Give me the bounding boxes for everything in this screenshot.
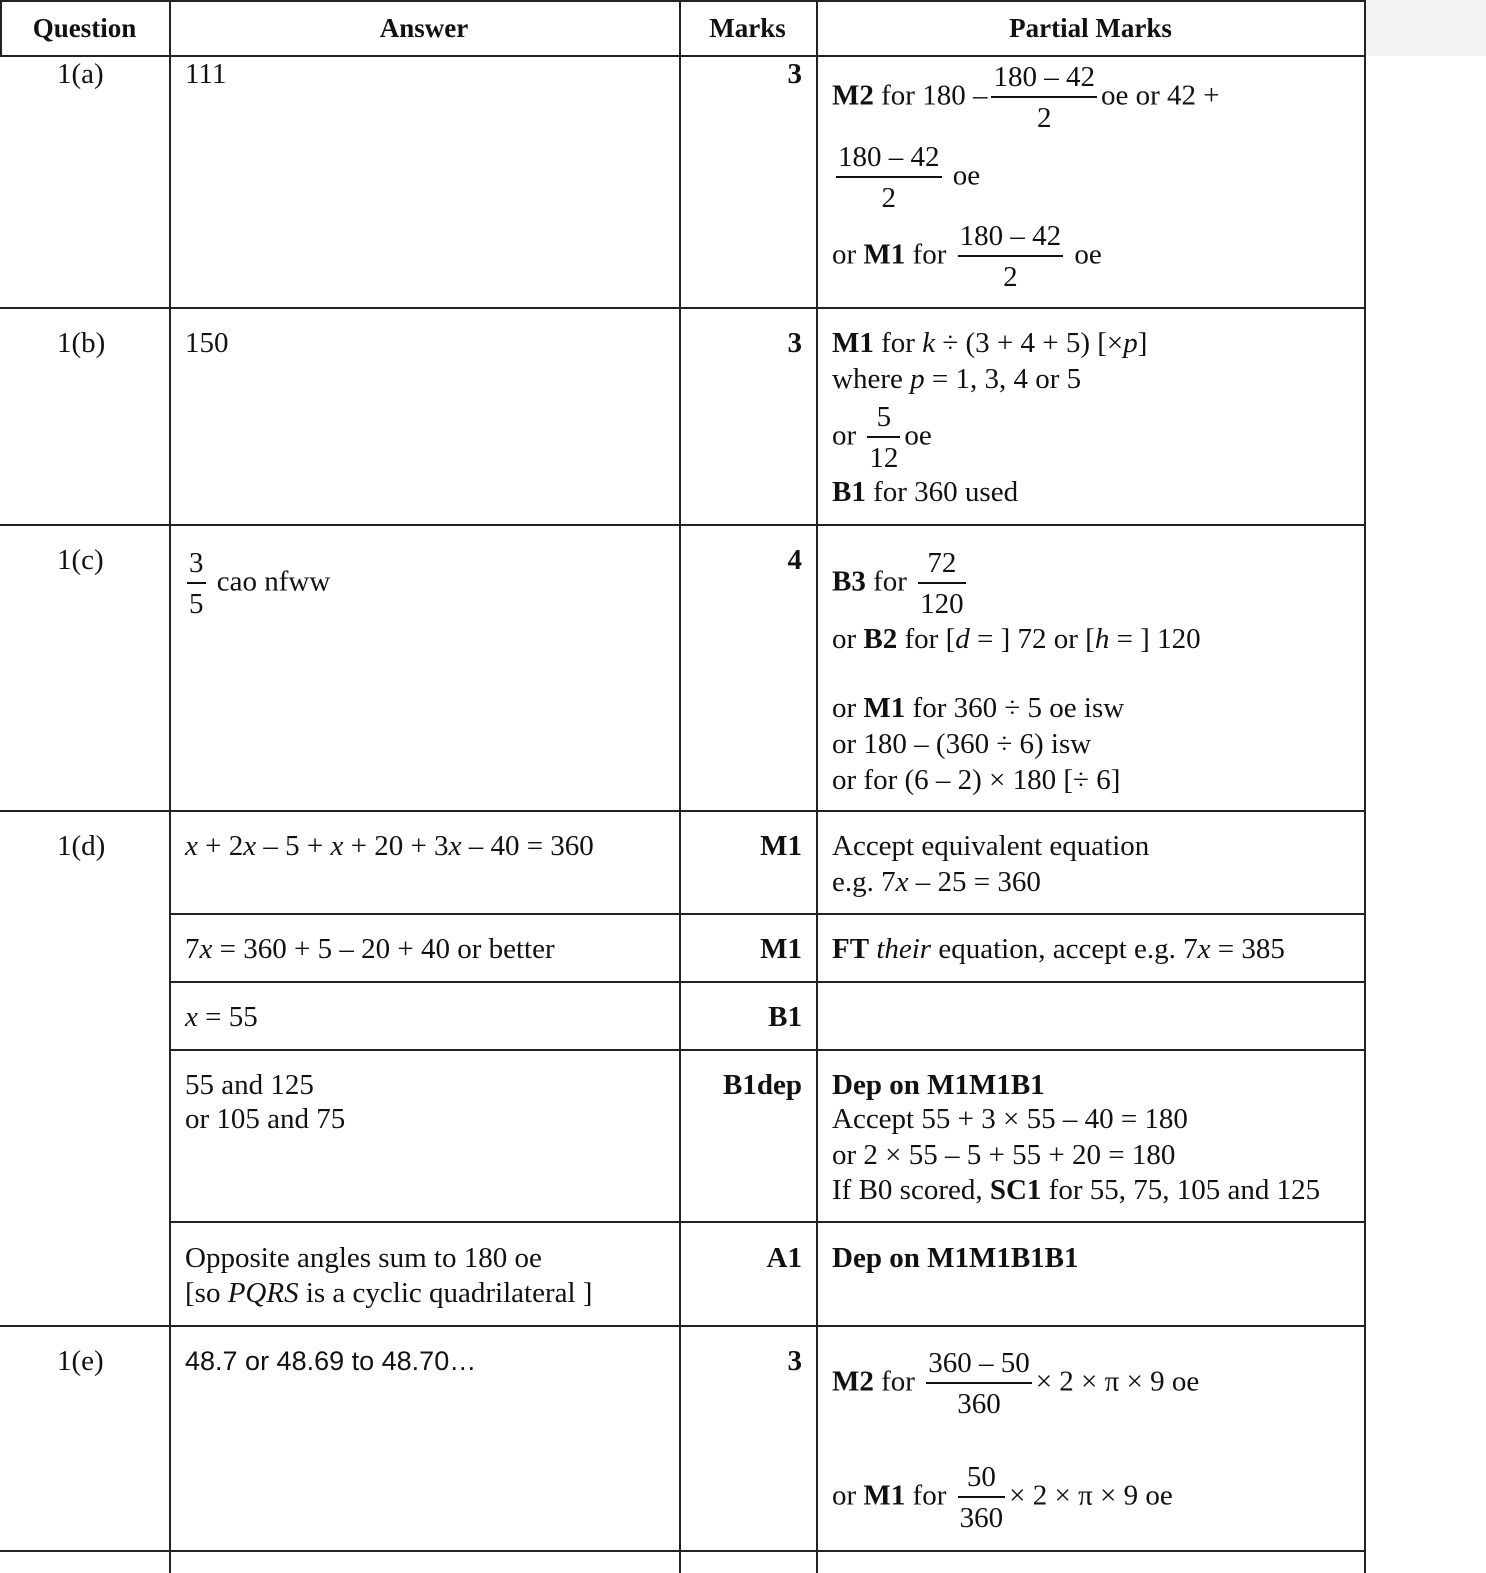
variable: x xyxy=(199,933,213,965)
text: for 360 used xyxy=(865,476,1019,508)
fraction-denominator: 360 xyxy=(958,1496,1006,1538)
marks-value: B1 xyxy=(768,1001,802,1033)
partial-mark-line xyxy=(832,544,970,624)
fraction-numerator: 5 xyxy=(876,401,892,433)
partial-mark-line xyxy=(832,864,1041,900)
fraction xyxy=(836,138,942,218)
grid-line xyxy=(1364,0,1366,1573)
fraction-denominator: 2 xyxy=(836,176,942,218)
answer-text: Opposite angles sum to 180 oe xyxy=(185,1242,542,1274)
partial-mark-line: Accept 55 + 3 × 55 – 40 = 180 xyxy=(832,1103,1188,1135)
text: for xyxy=(905,1479,954,1512)
fraction xyxy=(926,1344,1032,1424)
text: = 1, 3, 4 or 5 xyxy=(924,363,1082,395)
text: cao nfww xyxy=(216,565,331,598)
text: × 2 × π × 9 oe xyxy=(1009,1479,1173,1512)
text: for [ xyxy=(897,623,956,655)
grid-line xyxy=(0,0,2,56)
fraction-numerator: 180 – 42 xyxy=(959,220,1062,252)
text: [so xyxy=(185,1277,228,1309)
header-partial-marks: Partial Marks xyxy=(816,0,1365,56)
text: = 55 xyxy=(197,1001,258,1033)
text: + 2 xyxy=(197,830,244,862)
text: ] xyxy=(1137,327,1148,359)
text: e.g. 7 xyxy=(832,866,896,898)
answer-text xyxy=(185,1275,592,1311)
marks-value: 3 xyxy=(787,327,802,359)
text: or xyxy=(832,692,864,724)
fraction-numerator: 72 xyxy=(927,547,957,579)
answer-text: 48.7 or 48.69 to 48.70… xyxy=(185,1346,477,1376)
fraction xyxy=(991,58,1097,138)
text: + 20 + 3 xyxy=(343,830,449,862)
text: for xyxy=(873,1365,923,1398)
fraction-numerator: 180 – 42 xyxy=(993,61,1095,93)
fraction-denominator: 360 xyxy=(926,1382,1032,1424)
partial-mark-line xyxy=(832,474,1018,510)
partial-mark-line xyxy=(832,217,1102,297)
variable: x xyxy=(448,830,462,862)
text: or xyxy=(832,1479,864,1512)
text: for 180 – xyxy=(873,79,988,112)
partial-mark-line xyxy=(832,931,1285,967)
text: 7 xyxy=(185,933,200,965)
mark-code: M1 xyxy=(832,327,874,359)
text: oe xyxy=(904,419,932,452)
text: where xyxy=(832,363,911,395)
variable: p xyxy=(1123,327,1138,359)
partial-mark-line: Dep on M1M1B1B1 xyxy=(832,1242,1079,1274)
answer-text: 55 and 125 xyxy=(185,1069,314,1101)
marks-value: 3 xyxy=(787,58,802,90)
grid-line xyxy=(0,1325,1365,1327)
text: or xyxy=(832,623,864,655)
partial-mark-line xyxy=(832,1172,1320,1208)
partial-mark-line: Dep on M1M1B1 xyxy=(832,1069,1045,1101)
fraction-numerator: 3 xyxy=(189,547,204,579)
variable: x xyxy=(185,830,198,862)
text: – 25 = 360 xyxy=(908,866,1041,898)
mark-code: B1 xyxy=(832,476,866,508)
partial-mark-line xyxy=(832,138,980,218)
text: is a cyclic quadrilateral ] xyxy=(298,1277,593,1309)
variable: x xyxy=(1197,933,1211,965)
text: – 40 = 360 xyxy=(461,830,594,862)
text: = 385 xyxy=(1210,933,1285,965)
text: = ] 72 or [ xyxy=(969,623,1095,655)
marks-value: 4 xyxy=(787,544,802,576)
variable: h xyxy=(1094,623,1110,655)
grid-line xyxy=(0,307,1365,309)
fraction-denominator: 2 xyxy=(958,255,1064,297)
question-number: 1(a) xyxy=(57,58,104,90)
variable: x xyxy=(185,1001,198,1033)
text: ÷ (3 + 4 + 5) [× xyxy=(935,327,1124,359)
partial-mark-line: or for (6 – 2) × 180 [÷ 6] xyxy=(832,764,1121,796)
marks-value: A1 xyxy=(766,1242,802,1274)
variable: x xyxy=(895,866,909,898)
variable: k xyxy=(922,327,936,359)
variable: p xyxy=(910,363,925,395)
grid-line xyxy=(0,1550,1365,1552)
text: If B0 scored, xyxy=(832,1174,990,1206)
text: for 55, 75, 105 and 125 xyxy=(1041,1174,1321,1206)
text: oe or 42 + xyxy=(1100,79,1220,112)
mark-code: M1 xyxy=(863,1479,906,1512)
marks-value: 3 xyxy=(787,1345,802,1377)
grid-line xyxy=(679,0,681,1573)
text: – 5 + xyxy=(256,830,331,862)
answer-text xyxy=(185,931,555,967)
grid-line xyxy=(0,524,1365,526)
question-number: 1(d) xyxy=(57,830,106,862)
grid-line xyxy=(0,810,1365,812)
fraction-denominator: 5 xyxy=(187,582,206,624)
answer-text: 111 xyxy=(185,58,227,90)
fraction-denominator: 12 xyxy=(867,436,900,478)
partial-mark-line xyxy=(832,361,1081,397)
fraction xyxy=(187,544,206,624)
fraction-numerator: 50 xyxy=(966,1461,996,1493)
answer-text xyxy=(185,828,594,864)
header-question: Question xyxy=(0,0,169,56)
header-marks: Marks xyxy=(679,0,816,56)
partial-mark-line xyxy=(832,398,932,478)
header-answer: Answer xyxy=(169,0,679,56)
variable: x xyxy=(243,830,257,862)
text: for xyxy=(865,565,915,598)
mark-code: B2 xyxy=(863,623,898,655)
question-number: 1(e) xyxy=(57,1345,104,1377)
fraction xyxy=(958,1458,1006,1538)
question-number: 1(c) xyxy=(57,544,104,576)
marks-value: B1dep xyxy=(723,1069,802,1101)
grid-line xyxy=(169,0,171,1573)
partial-mark-line xyxy=(832,58,1220,138)
fraction-numerator: 360 – 50 xyxy=(928,1347,1030,1379)
answer-text xyxy=(185,999,258,1035)
text: oe xyxy=(945,159,981,192)
marks-value: M1 xyxy=(760,830,802,862)
grid-line xyxy=(816,0,818,1573)
text: for 360 ÷ 5 oe isw xyxy=(905,692,1125,724)
text: oe xyxy=(1067,238,1102,271)
question-number: 1(b) xyxy=(57,327,106,359)
partial-mark-line: Accept equivalent equation xyxy=(832,830,1150,862)
partial-mark-line: or 2 × 55 – 5 + 55 + 20 = 180 xyxy=(832,1139,1176,1171)
text: = 360 + 5 – 20 + 40 or better xyxy=(212,933,555,965)
fraction-denominator: 120 xyxy=(918,582,966,624)
text: for xyxy=(873,327,923,359)
text: = ] 120 xyxy=(1109,623,1201,655)
partial-mark-line xyxy=(832,1458,1173,1538)
answer-text: 150 xyxy=(185,327,229,359)
mark-code: M1 xyxy=(863,238,906,271)
text: equation, accept e.g. 7 xyxy=(931,933,1198,965)
text: their xyxy=(869,933,932,965)
text: × 2 × π × 9 oe xyxy=(1035,1365,1200,1398)
grid-line xyxy=(0,0,1365,2)
answer-text: or 105 and 75 xyxy=(185,1103,346,1135)
answer-text xyxy=(183,544,330,624)
partial-mark-line xyxy=(832,1344,1199,1424)
grid-line xyxy=(169,1221,1365,1223)
mark-code: M2 xyxy=(832,1365,874,1398)
partial-mark-line xyxy=(832,325,1147,361)
fraction xyxy=(918,544,966,624)
mark-code: B3 xyxy=(832,565,866,598)
mark-code: M2 xyxy=(832,79,874,112)
partial-mark-line xyxy=(832,690,1124,726)
partial-mark-line xyxy=(832,621,1201,657)
fraction-denominator: 2 xyxy=(991,96,1097,138)
fraction-numerator: 180 – 42 xyxy=(838,141,940,173)
variable: d xyxy=(955,623,970,655)
mark-code: FT xyxy=(832,933,870,965)
text: or xyxy=(832,419,864,452)
mark-code: SC1 xyxy=(989,1174,1042,1206)
mark-code: M1 xyxy=(863,692,906,724)
fraction xyxy=(958,217,1064,297)
marks-value: M1 xyxy=(760,933,802,965)
grid-line xyxy=(169,1049,1365,1051)
fraction xyxy=(867,398,900,478)
grid-line xyxy=(169,981,1365,983)
partial-mark-line: or 180 – (360 ÷ 6) isw xyxy=(832,728,1092,760)
text: or xyxy=(832,238,864,271)
text: for xyxy=(905,238,954,271)
variable: PQRS xyxy=(227,1277,299,1309)
variable: x xyxy=(330,830,344,862)
grid-line xyxy=(169,913,1365,915)
